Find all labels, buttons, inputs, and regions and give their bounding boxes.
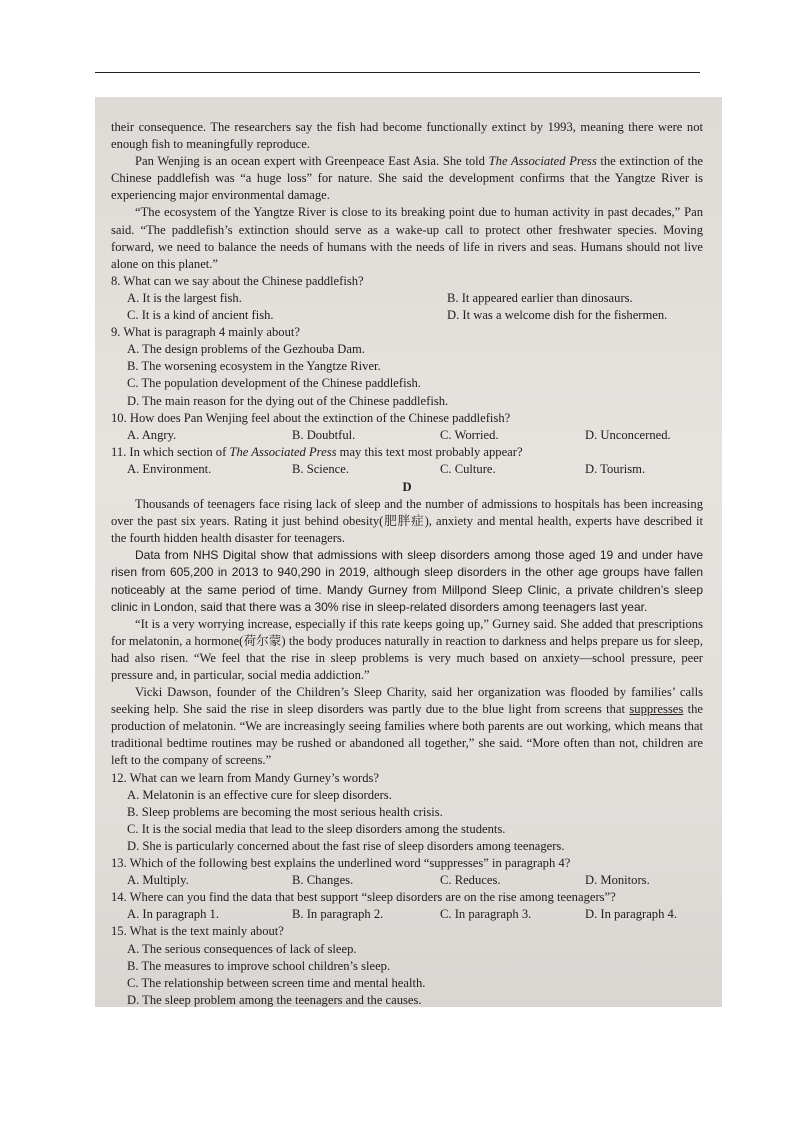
question-15-stem: 15. What is the text mainly about? [111,924,284,939]
question-15-option-d: D. The sleep problem among the teenagers and the causes. [127,992,422,1007]
question-9-option-c: C. The population development of the Chinese paddlefish. [127,376,421,391]
question-11-option-b: B. Science. [292,461,350,476]
p2-source: The Associated Press [488,154,597,169]
p4-text-b: the production of melatonin. “We are increasingly seeing families where both parents are out working, which means that traditional bedtime routines may be rushed or abandoned all together,” she said. “More often than not, children are left to the company of screens.” [111,702,704,768]
question-14-option-b: B. In paragraph 2. [292,907,384,922]
question-13-stem: 13. Which of the following best explains the underlined word “suppresses” in paragraph 4? [111,856,571,871]
question-8-option-c: C. It is a kind of ancient fish. [127,308,274,323]
question-13-option-b: B. Changes. [292,873,354,888]
question-13-option-a: A. Multiply. [127,873,189,888]
question-8-options-row-1 [111,290,703,307]
question-10-options [111,427,703,444]
question-8-stem: 8. What can we say about the Chinese paddlefish? [111,273,364,288]
question-13-option-c: C. Reduces. [440,873,501,888]
p2-text-a: Pan Wenjing is an ocean expert with Greenpeace East Asia. She told [135,154,489,169]
question-15-option-a: A. The serious consequences of lack of sleep. [127,941,357,956]
question-11-stem [111,444,703,461]
question-13-options [111,872,703,889]
question-8-option-d: D. It was a welcome dish for the fishermen. [447,308,668,323]
section-d-paragraph-4 [111,684,703,769]
passage-c-paragraph-1: their consequence. The researchers say the fish had become functionally extinct by 1993, meaning there were not enough fish to meaningfully reproduce. [111,120,703,152]
section-d-paragraph-2: Data from NHS Digital show that admissions with sleep disorders among those aged 19 and under have risen from 605,200 in 2013 to 940,290 in 2019, although sleep disorders in the other age groups have fallen noticeably at the same period of time. Mandy Gurney from Millpond Sleep Clinic, a private children’s sleep clinic in London, said that there was a 30% rise in sleep-related disorders among teenagers last year. [111,548,703,614]
section-d-paragraph-3: “It is a very worrying increase, especially if this rate keeps going up,” Gurney said. She added that prescriptions for melatonin, a hormone(荷尔蒙) the body produces naturally in reaction to darkness and helps prepare us for sleep, had also risen. “We feel that the rise in sleep problems is very much based on anxiety—school pressure, peer pressure and, in particular, social media addiction.” [111,616,703,682]
question-11-options [111,461,703,478]
question-9-stem: 9. What is paragraph 4 mainly about? [111,325,300,340]
question-14-option-a: A. In paragraph 1. [127,907,219,922]
question-12-option-c: C. It is the social media that lead to the sleep disorders among the students. [127,821,506,836]
question-8-options-row-2 [111,307,703,324]
question-10-option-a: A. Angry. [127,427,177,442]
q11-stem-a: 11. In which section of [111,444,230,459]
question-14-stem: 14. Where can you find the data that best support “sleep disorders are on the rise among teenagers”? [111,890,616,905]
question-10-option-c: C. Worried. [440,427,499,442]
underlined-word: suppresses [629,702,684,717]
scanned-page-photo [95,97,722,1007]
question-15-option-b: B. The measures to improve school children’s sleep. [127,958,391,973]
q11-stem-b: may this text most probably appear? [336,444,523,459]
question-9-option-b: B. The worsening ecosystem in the Yangtze River. [127,359,381,374]
passage-c-paragraph-2 [111,153,703,204]
q11-source: The Associated Press [229,444,337,459]
question-11-option-c: C. Culture. [440,461,496,476]
question-9-option-d: D. The main reason for the dying out of the Chinese paddlefish. [127,393,449,408]
section-d-paragraph-1: Thousands of teenagers face rising lack of sleep and the number of admissions to hospitals has been increasing over the past six years. Rating it just behind obesity(肥胖症), anxiety and mental health, experts have described it the fourth hidden health disaster for teenagers. [111,497,703,546]
question-14-options [111,906,703,923]
question-14-option-c: C. In paragraph 3. [440,907,532,922]
question-8-option-a: A. It is the largest fish. [127,290,242,305]
p4-text-a: Vicki Dawson, founder of the Children’s Sleep Charity, said her organization was flooded by families’ calls seeking help. She said the rise in sleep disorders was partly due to the blue light from screens that [111,685,703,717]
header-rule [95,72,700,73]
question-11-option-a: A. Environment. [127,461,212,476]
section-d-heading: D [402,479,412,494]
question-12-option-a: A. Melatonin is an effective cure for sleep disorders. [127,787,392,802]
question-13-option-d: D. Monitors. [585,873,650,888]
question-11-option-d: D. Tourism. [585,461,646,476]
exam-page [111,119,703,1007]
question-12-stem: 12. What can we learn from Mandy Gurney’s words? [111,770,380,785]
question-15-option-c: C. The relationship between screen time and mental health. [127,975,426,990]
passage-c-paragraph-3: “The ecosystem of the Yangtze River is close to its breaking point due to human activity in past decades,” Pan said. “The paddlefish’s extinction should serve as a wake-up call to protect other freshwater species. Moving forward, we need to balance the needs of humans with the needs of life in rivers and seas. Humans should not live alone on this planet.” [111,205,703,271]
question-10-option-d: D. Unconcerned. [585,427,671,442]
question-14-option-d: D. In paragraph 4. [585,907,677,922]
question-10-option-b: B. Doubtful. [292,427,356,442]
question-10-stem: 10. How does Pan Wenjing feel about the extinction of the Chinese paddlefish? [111,410,511,425]
question-8-option-b: B. It appeared earlier than dinosaurs. [447,290,633,305]
question-12-option-b: B. Sleep problems are becoming the most serious health crisis. [127,804,443,819]
question-9-option-a: A. The design problems of the Gezhouba Dam. [127,342,365,357]
p2-text-b: the extinction of the Chinese paddlefish was “a huge loss” for nature. She said the development confirms that the Yangtze River is experiencing major environmental damage. [111,154,704,203]
question-12-option-d: D. She is particularly concerned about the fast rise of sleep disorders among teenagers. [127,838,565,853]
